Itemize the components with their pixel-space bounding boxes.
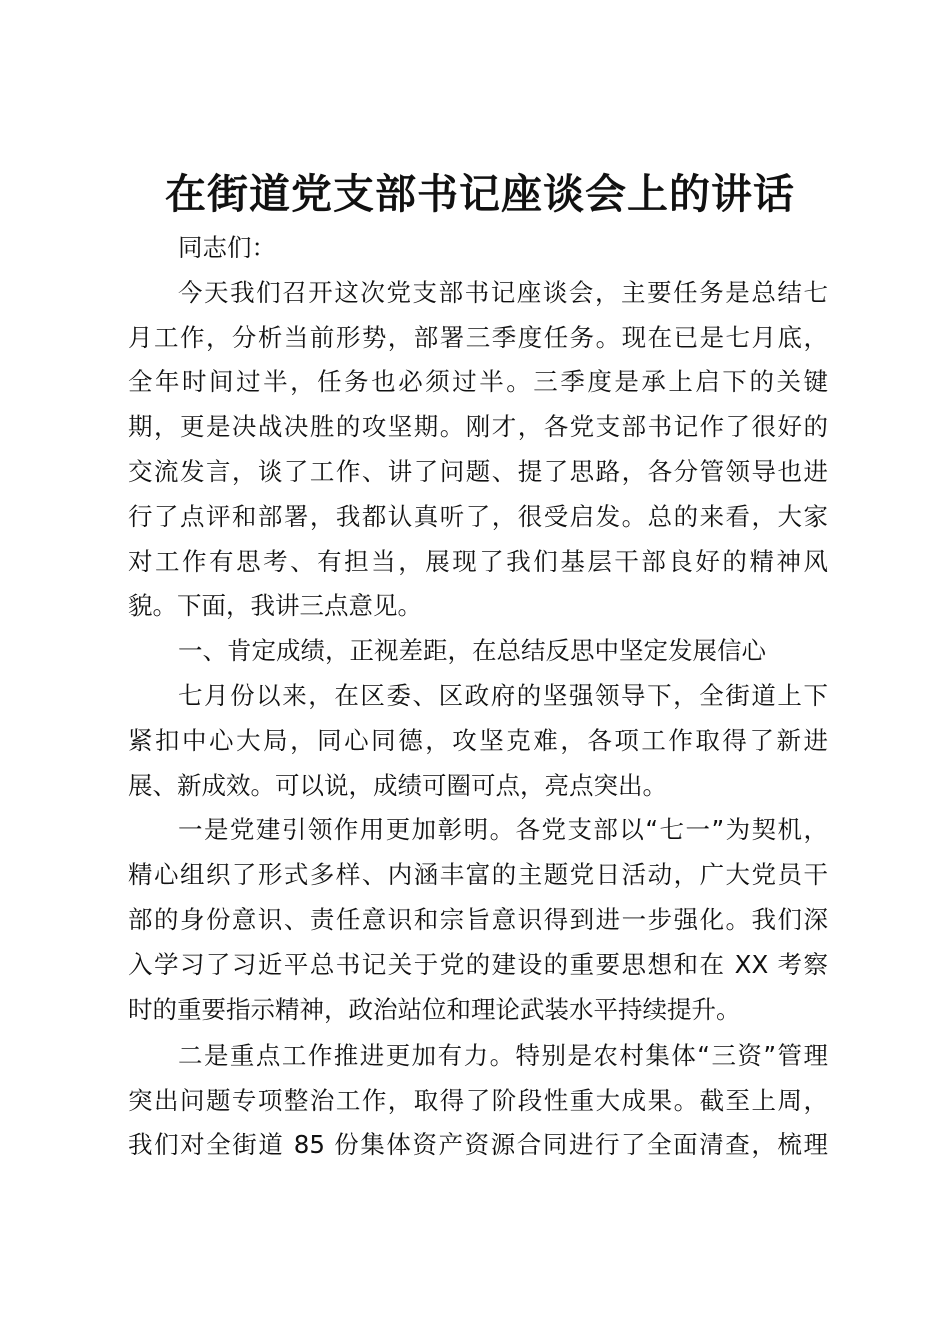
paragraph-line: 月工作，分析当前形势，部署三季度任务。现在已是七月底，	[128, 322, 828, 352]
paragraph-line: 紧扣中心大局，同心同德，攻坚克难，各项工作取得了新进	[128, 725, 828, 755]
paragraph-line: 部的身份意识、责任意识和宗旨意识得到进一步强化。我们深	[128, 904, 828, 934]
section-heading: 一、肯定成绩，正视差距，在总结反思中坚定发展信心	[178, 636, 766, 666]
paragraph-line: 全年时间过半，任务也必须过半。三季度是承上启下的关键	[128, 367, 828, 397]
document-body	[128, 226, 828, 1168]
salutation-line: 同志们：	[178, 233, 276, 262]
paragraph-line: 精心组织了形式多样、内涵丰富的主题党日活动，广大党员干	[128, 860, 828, 890]
paragraph-line: 七月份以来，在区委、区政府的坚强领导下，全街道上下	[178, 680, 828, 710]
document-title: 在街道党支部书记座谈会上的讲话	[165, 170, 795, 218]
paragraph-line: 今天我们召开这次党支部书记座谈会，主要任务是总结七	[178, 277, 828, 307]
paragraph-line: 一是党建引领作用更加彰明。各党支部以“七一”为契机，	[178, 815, 828, 845]
paragraph-line: 貌。下面，我讲三点意见。	[128, 591, 422, 621]
paragraph-line: 期，更是决战决胜的攻坚期。刚才，各党支部书记作了很好的	[128, 412, 828, 442]
paragraph-line: 时的重要指示精神，政治站位和理论武装水平持续提升。	[128, 994, 741, 1024]
paragraph-line: 对工作有思考、有担当，展现了我们基层干部良好的精神风	[128, 546, 828, 576]
paragraph-line: 突出问题专项整治工作，取得了阶段性重大成果。截至上周，	[128, 1085, 828, 1115]
paragraph-line: 我们对全街道 85 份集体资产资源合同进行了全面清查，梳理	[128, 1130, 828, 1160]
paragraph-line: 二是重点工作推进更加有力。特别是农村集体“三资”管理	[178, 1040, 828, 1070]
paragraph-line: 展、新成效。可以说，成绩可圈可点，亮点突出。	[128, 770, 667, 800]
paragraph-line: 行了点评和部署，我都认真听了，很受启发。总的来看，大家	[128, 501, 828, 531]
paragraph-line: 交流发言，谈了工作、讲了问题、提了思路，各分管领导也进	[128, 456, 828, 486]
paragraph-line: 入学习了习近平总书记关于党的建设的重要思想和在 XX 考察	[128, 949, 828, 979]
